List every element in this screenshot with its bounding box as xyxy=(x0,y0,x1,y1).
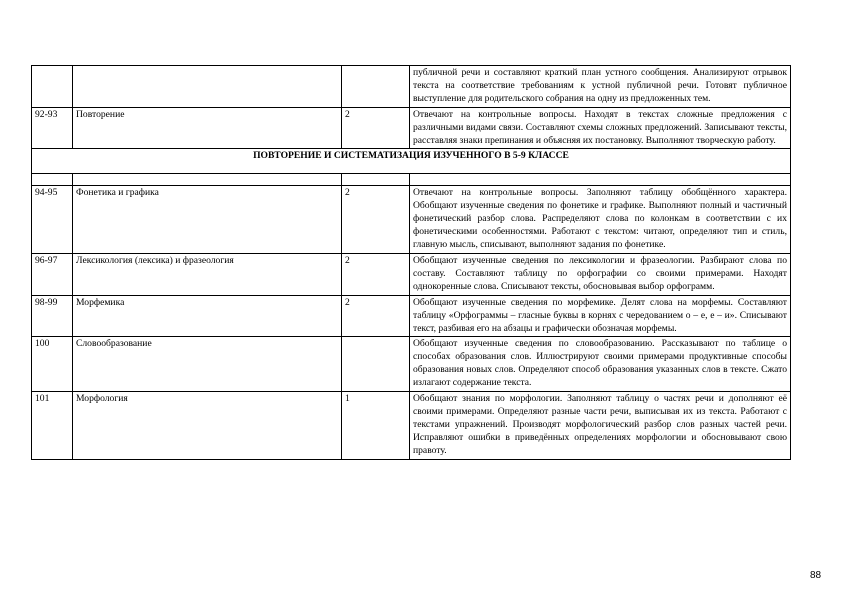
table-row xyxy=(32,66,791,108)
spacer-cell xyxy=(73,174,342,186)
lesson-topic: Повторение xyxy=(73,107,342,149)
lesson-number: 92-93 xyxy=(32,107,73,149)
lesson-activities: публичной речи и составляют краткий план устного сообщения. Анализируют отрывок текста на соответствие требованиям к устной публичной речи. Готовят публичное выступление для родительского собрания на одну из предложенных тем. xyxy=(410,66,791,108)
lesson-hours: 1 xyxy=(342,392,410,460)
table-row xyxy=(32,186,791,254)
lesson-number xyxy=(32,66,73,108)
lesson-number: 96-97 xyxy=(32,253,73,295)
lesson-topic xyxy=(73,66,342,108)
lesson-activities: Отвечают на контрольные вопросы. Находят в текстах сложные предложения с различными видами связи. Составляют схемы сложных предложений. Записывают тексты, расставляя знаки препинания и объясняя их постановку. Выполняют творческую работу. xyxy=(410,107,791,149)
table-row xyxy=(32,337,791,392)
lesson-activities: Обобщают изученные сведения по словообразованию. Рассказывают по таблице о способах образования слов. Иллюстрируют своими примерами продуктивные способы образования новых слов. Определяют способ образования указанных слов в тексте. Сжато излагают содержание текста. xyxy=(410,337,791,392)
lesson-activities: Обобщают изученные сведения по морфемике. Делят слова на морфемы. Составляют таблицу «Орфограммы – гласные буквы в корнях с чередованием о – е, е – и». Списывают текст, разбивая его на абзацы и графически обозначая морфемы. xyxy=(410,295,791,337)
lesson-number: 98-99 xyxy=(32,295,73,337)
lesson-hours: 2 xyxy=(342,253,410,295)
spacer-cell xyxy=(342,174,410,186)
table-row xyxy=(32,295,791,337)
page-number: 88 xyxy=(810,570,822,581)
lesson-topic: Морфология xyxy=(73,392,342,460)
lesson-hours: 2 xyxy=(342,107,410,149)
lesson-number: 101 xyxy=(32,392,73,460)
lesson-hours xyxy=(342,66,410,108)
lesson-topic: Морфемика xyxy=(73,295,342,337)
lesson-hours: 2 xyxy=(342,295,410,337)
lesson-hours: 2 xyxy=(342,186,410,254)
lesson-activities: Отвечают на контрольные вопросы. Заполняют таблицу обобщённого характера. Обобщают изученные сведения по фонетике и графике. Выполняют полный и частичный фонетический разбор слова. Распределяют слова по колонкам в соответствии с их фонетическими особенностями. Работают с текстом: читают, определяют тип и стиль, главную мысль, списывают, выполняют задания по фонетике. xyxy=(410,186,791,254)
lesson-hours xyxy=(342,337,410,392)
lesson-number: 94-95 xyxy=(32,186,73,254)
lesson-plan-table xyxy=(31,65,791,460)
spacer-row xyxy=(32,174,791,186)
table-row xyxy=(32,392,791,460)
table-row xyxy=(32,253,791,295)
table-row xyxy=(32,107,791,149)
section-row xyxy=(32,149,791,174)
lesson-activities: Обобщают изученные сведения по лексикологии и фразеологии. Разбирают слова по составу. Составляют таблицу по орфографии со своими примерами. Находят однокоренные слова. Списывают тексты, обосновывая выбор орфограмм. xyxy=(410,253,791,295)
section-title: ПОВТОРЕНИЕ И СИСТЕМАТИЗАЦИЯ ИЗУЧЕННОГО В 5-9 КЛАССЕ xyxy=(32,149,791,174)
spacer-cell xyxy=(410,174,791,186)
lesson-number: 100 xyxy=(32,337,73,392)
lesson-topic: Словообразование xyxy=(73,337,342,392)
lesson-activities: Обобщают знания по морфологии. Заполняют таблицу о частях речи и дополняют её своими примерами. Определяют разные части речи, выписывая их из текста. Работают с текстами упражнений. Производят морфологический разбор слов разных частей речи. Исправляют ошибки в приведённых определениях морфологии и обосновывают свою правоту. xyxy=(410,392,791,460)
lesson-topic: Фонетика и графика xyxy=(73,186,342,254)
spacer-cell xyxy=(32,174,73,186)
lesson-topic: Лексикология (лексика) и фразеология xyxy=(73,253,342,295)
